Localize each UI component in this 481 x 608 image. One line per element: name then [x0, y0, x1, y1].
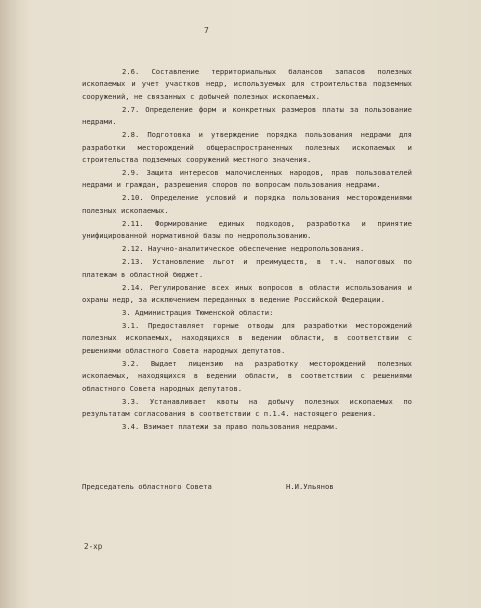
paragraph-3-2: 3.2. Выдает лицензию на разработку месторождений полезных ископаемых, находящихся в ведении области, в соответствии с решениями областного Совета народных депутатов.: [82, 358, 412, 393]
signature-block: [82, 482, 412, 496]
paragraph-2-11: 2.11. Формирование единых подходов, разработка и принятие унифицированной нормативной базы по недропользованию.: [82, 218, 412, 241]
paragraph-2-14: 2.14. Регулирование всех иных вопросов в области использования и охраны недр, за исключением переданных в ведение Российской Федерации.: [82, 282, 412, 305]
paragraph-2-6: 2.6. Составление территориальных балансов запасов полезных ископаемых и учет участков недр, используемых для строительства подземных сооружений, не связанных с добычей полезных ископаемых.: [82, 67, 412, 101]
paragraph-3-1: 3.1. Предоставляет горные отводы для разработки месторождений полезных ископаемых, находящихся в ведении области, в соответствии с решениями областного Совета народных депутатов.: [82, 321, 412, 355]
paragraph-3-3: 3.3. Устанавливает квоты на добычу полезных ископаемых по результатам согласования в соответствии с п.1.4. настоящего решения.: [82, 396, 412, 419]
page-binding-edge: [0, 0, 18, 608]
paragraph-2-7: 2.7. Определение форм и конкретных размеров платы за пользование недрами.: [82, 104, 412, 127]
paragraph-2-10: 2.10. Определение условий и порядка пользования месторождениями полезных ископаемых.: [82, 193, 412, 215]
footer-code: 2-хр: [84, 542, 103, 551]
paragraph-2-8: 2.8. Подготовка и утверждение порядка пользования недрами для разработки месторождений общераспространенных полезных ископаемых и строительства подземных сооружений местного значения.: [82, 130, 412, 165]
paragraph-2-12: 2.12. Научно-аналитическое обеспечение недропользования.: [122, 244, 365, 254]
section-3-heading: 3. Администрация Тюменской области:: [122, 308, 274, 318]
paragraph-2-13: 2.13. Установление льгот и преимуществ, в т.ч. налоговых по платежам в областной бюджет.: [82, 257, 412, 279]
signatory-title: Председатель областного Совета: [82, 482, 212, 491]
page-number: 7: [204, 26, 209, 35]
paragraph-2-9: 2.9. Защита интересов малочисленных народов, прав пользователей недрами и граждан, разрешения споров по вопросам пользования недрами.: [82, 168, 412, 190]
paragraph-3-4: 3.4. Взимает платежи за право пользования недрами.: [122, 422, 339, 432]
document-body: [82, 66, 412, 434]
signatory-name: Н.И.Ульянов: [286, 482, 334, 491]
